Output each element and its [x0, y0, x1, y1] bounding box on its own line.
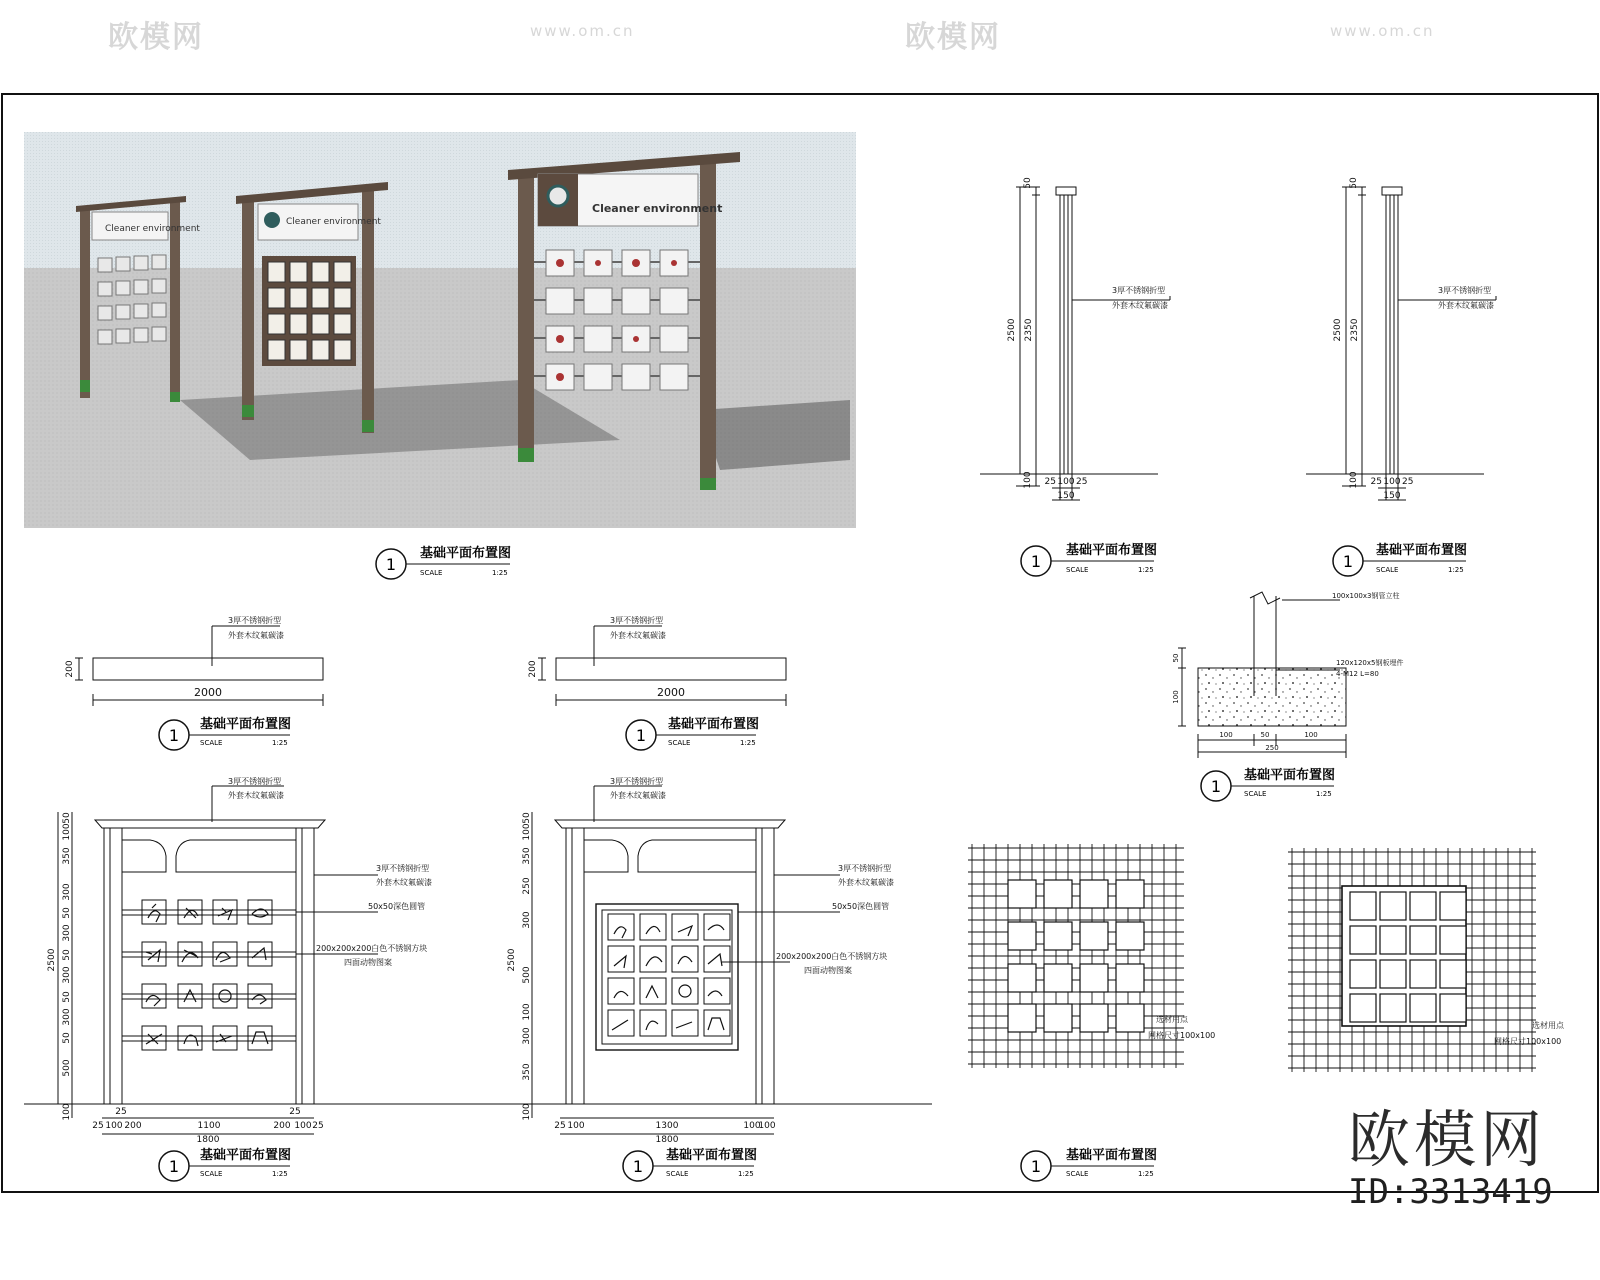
svg-text:300: 300 [62, 1008, 72, 1026]
svg-text:SCALE: SCALE [1066, 566, 1089, 574]
svg-text:100: 100 [522, 823, 532, 841]
svg-text:3厚不锈钢折型: 3厚不锈钢折型 [228, 616, 282, 625]
svg-text:SCALE: SCALE [1376, 566, 1399, 574]
svg-text:基础平面布置图: 基础平面布置图 [200, 1148, 292, 1163]
svg-text:2500: 2500 [1007, 318, 1017, 342]
svg-text:50: 50 [1172, 653, 1180, 663]
svg-text:250: 250 [522, 877, 532, 895]
svg-text:300: 300 [522, 1027, 532, 1045]
render-sign-headline: Cleaner environment [286, 217, 381, 227]
grid-plan-right-cubes [1342, 886, 1466, 1026]
watermark-url: www.om.cn [530, 22, 635, 40]
svg-text:300: 300 [62, 883, 72, 901]
svg-text:25: 25 [1402, 477, 1414, 487]
title-block-post-a [1021, 542, 1157, 576]
brand-name: 欧模网 [1348, 1103, 1547, 1176]
title-block-grid-left [1021, 1147, 1157, 1181]
svg-text:外套木纹氟碳漆: 外套木纹氟碳漆 [376, 878, 432, 887]
svg-text:50: 50 [62, 1032, 72, 1044]
post-elevation-b-text [1333, 177, 1494, 501]
svg-text:1: 1 [635, 726, 647, 745]
beam-plan-right-text [528, 615, 685, 699]
svg-text:1:25: 1:25 [1138, 566, 1154, 574]
render-3d [24, 132, 856, 528]
svg-text:100: 100 [1219, 731, 1233, 739]
title-block-footing [1201, 767, 1335, 801]
svg-text:基础平面布置图: 基础平面布置图 [1066, 543, 1158, 558]
svg-text:3厚不锈钢折型: 3厚不锈钢折型 [838, 864, 892, 873]
svg-text:1:25: 1:25 [738, 1170, 754, 1178]
svg-text:1: 1 [1342, 552, 1354, 571]
svg-text:100: 100 [1023, 471, 1033, 489]
svg-text:25: 25 [115, 1107, 127, 1117]
svg-text:3厚不锈钢折型: 3厚不锈钢折型 [610, 616, 664, 625]
svg-text:基础平面布置图: 基础平面布置图 [668, 717, 760, 732]
svg-text:200x200x200白色不锈钢方块: 200x200x200白色不锈钢方块 [776, 952, 888, 961]
svg-text:1: 1 [168, 1157, 180, 1176]
svg-text:基础平面布置图: 基础平面布置图 [1066, 1148, 1158, 1163]
scale-value: 1:25 [492, 569, 508, 577]
svg-text:选材用点: 选材用点 [1532, 1021, 1564, 1030]
svg-text:100: 100 [1172, 690, 1180, 704]
svg-text:100: 100 [105, 1121, 123, 1131]
svg-text:100: 100 [522, 1003, 532, 1021]
svg-text:2500: 2500 [507, 948, 517, 972]
svg-text:300: 300 [522, 911, 532, 929]
svg-text:1:25: 1:25 [1316, 790, 1332, 798]
svg-text:50x50深色圆管: 50x50深色圆管 [368, 902, 426, 911]
svg-text:1: 1 [632, 1157, 644, 1176]
brand-stamp [1348, 1103, 1578, 1212]
svg-text:100: 100 [1349, 471, 1359, 489]
svg-text:1:25: 1:25 [1448, 566, 1464, 574]
svg-text:1: 1 [1030, 1157, 1042, 1176]
title-block-beam-left [159, 716, 291, 750]
svg-text:SCALE: SCALE [668, 739, 691, 747]
svg-text:50: 50 [62, 812, 72, 824]
svg-text:150: 150 [1057, 491, 1075, 501]
svg-text:100: 100 [1383, 477, 1401, 487]
svg-text:100: 100 [567, 1121, 585, 1131]
svg-text:200: 200 [124, 1121, 142, 1131]
svg-text:2500: 2500 [1333, 318, 1343, 342]
watermark-logo: 欧模网 [108, 20, 204, 55]
svg-text:25: 25 [1044, 477, 1056, 487]
svg-text:1:25: 1:25 [740, 739, 756, 747]
svg-text:2000: 2000 [194, 686, 222, 699]
svg-text:300: 300 [62, 924, 72, 942]
svg-text:SCALE: SCALE [200, 1170, 223, 1178]
svg-text:3厚不锈钢折型: 3厚不锈钢折型 [228, 777, 282, 786]
drawing-title: 基础平面布置图 [420, 546, 512, 561]
svg-text:50: 50 [62, 907, 72, 919]
svg-text:200: 200 [528, 660, 538, 678]
svg-text:100: 100 [294, 1121, 312, 1131]
svg-text:25: 25 [554, 1121, 566, 1131]
scale-label: SCALE [420, 569, 443, 577]
svg-text:基础平面布置图: 基础平面布置图 [200, 717, 292, 732]
watermark-url: www.om.cn [1330, 22, 1435, 40]
svg-text:外套木纹氟碳漆: 外套木纹氟碳漆 [1112, 301, 1168, 310]
svg-text:150: 150 [1383, 491, 1401, 501]
svg-text:350: 350 [522, 1063, 532, 1081]
title-block-render [376, 545, 511, 579]
svg-text:350: 350 [522, 847, 532, 865]
post-elevation-a [980, 187, 1170, 500]
svg-text:四面动物图案: 四面动物图案 [344, 958, 392, 967]
brand-id: ID:3313419 [1348, 1172, 1553, 1212]
svg-text:50x50深色圆管: 50x50深色圆管 [832, 902, 890, 911]
svg-text:120x120x5钢板埋件: 120x120x5钢板埋件 [1336, 659, 1404, 667]
svg-text:100: 100 [758, 1121, 776, 1131]
svg-text:2000: 2000 [657, 686, 685, 699]
svg-text:50: 50 [1349, 177, 1359, 189]
svg-text:100: 100 [1057, 477, 1075, 487]
svg-text:基础平面布置图: 基础平面布置图 [1244, 768, 1336, 783]
svg-text:外套木纹氟碳漆: 外套木纹氟碳漆 [228, 791, 284, 800]
svg-text:50: 50 [522, 812, 532, 824]
svg-text:2350: 2350 [1024, 318, 1034, 342]
watermark-logo: 欧模网 [905, 20, 1001, 55]
svg-text:500: 500 [62, 1059, 72, 1077]
svg-text:50: 50 [62, 949, 72, 961]
frame-elevation-left-text [47, 776, 432, 1145]
svg-text:外套木纹氟碳漆: 外套木纹氟碳漆 [838, 878, 894, 887]
svg-text:基础平面布置图: 基础平面布置图 [1376, 543, 1468, 558]
svg-text:SCALE: SCALE [1244, 790, 1267, 798]
svg-text:25: 25 [1370, 477, 1382, 487]
svg-text:外套木纹氟碳漆: 外套木纹氟碳漆 [1438, 301, 1494, 310]
svg-text:2500: 2500 [47, 948, 57, 972]
svg-text:1:25: 1:25 [1138, 1170, 1154, 1178]
svg-text:四面动物图案: 四面动物图案 [804, 966, 852, 975]
svg-text:SCALE: SCALE [666, 1170, 689, 1178]
render-sign-headline: Cleaner environment [592, 202, 723, 215]
svg-text:外套木纹氟碳漆: 外套木纹氟碳漆 [610, 631, 666, 640]
svg-text:350: 350 [62, 847, 72, 865]
svg-text:2350: 2350 [1350, 318, 1360, 342]
svg-text:1800: 1800 [196, 1135, 220, 1145]
svg-text:100: 100 [522, 1103, 532, 1121]
svg-text:200: 200 [273, 1121, 291, 1131]
svg-text:25: 25 [1076, 477, 1088, 487]
svg-text:50: 50 [62, 991, 72, 1003]
title-block-frame-right [623, 1147, 757, 1181]
svg-text:1:25: 1:25 [272, 1170, 288, 1178]
svg-text:3厚不锈钢折型: 3厚不锈钢折型 [376, 864, 430, 873]
svg-text:1: 1 [1030, 552, 1042, 571]
svg-text:1: 1 [1210, 777, 1222, 796]
render-sign-headline: Cleaner environment [105, 224, 200, 234]
grid-plan-left-text [1148, 1014, 1215, 1040]
detail-number: 1 [385, 555, 397, 574]
svg-text:250: 250 [1265, 744, 1279, 752]
beam-plan-left-text [65, 615, 284, 699]
title-block-post-b [1333, 542, 1467, 576]
svg-text:50: 50 [1023, 177, 1033, 189]
svg-text:200: 200 [65, 660, 75, 678]
svg-text:25: 25 [92, 1121, 104, 1131]
animal-glyphs [146, 904, 268, 1046]
svg-text:100: 100 [62, 823, 72, 841]
svg-text:基础平面布置图: 基础平面布置图 [666, 1148, 758, 1163]
post-elevation-b [1306, 187, 1496, 500]
svg-text:网格尺寸100x100: 网格尺寸100x100 [1494, 1037, 1562, 1046]
svg-text:外套木纹氟碳漆: 外套木纹氟碳漆 [610, 791, 666, 800]
svg-text:100: 100 [743, 1121, 761, 1131]
svg-text:3厚不锈钢折型: 3厚不锈钢折型 [1112, 286, 1166, 295]
svg-text:3厚不锈钢折型: 3厚不锈钢折型 [610, 777, 664, 786]
svg-text:25: 25 [312, 1121, 324, 1131]
title-block-frame-left [159, 1147, 291, 1181]
svg-text:选材用点: 选材用点 [1156, 1015, 1188, 1024]
svg-text:外套木纹氟碳漆: 外套木纹氟碳漆 [228, 631, 284, 640]
animal-cube-row [142, 900, 272, 1050]
svg-text:SCALE: SCALE [1066, 1170, 1089, 1178]
svg-text:4-M12 L=80: 4-M12 L=80 [1336, 670, 1379, 678]
svg-text:100: 100 [62, 1103, 72, 1121]
svg-text:100x100x3钢管立柱: 100x100x3钢管立柱 [1332, 592, 1400, 600]
svg-text:1800: 1800 [655, 1135, 679, 1145]
svg-text:50: 50 [1260, 731, 1270, 739]
svg-text:1300: 1300 [655, 1121, 679, 1131]
svg-text:1100: 1100 [197, 1121, 221, 1131]
svg-text:25: 25 [289, 1107, 301, 1117]
frame-elevation-right-text [507, 776, 894, 1145]
grid-plan-right-text [1494, 1020, 1565, 1046]
svg-text:100: 100 [1304, 731, 1318, 739]
svg-text:500: 500 [522, 966, 532, 984]
post-elevation-a-text [1007, 177, 1168, 501]
svg-text:300: 300 [62, 966, 72, 984]
svg-text:网格尺寸100x100: 网格尺寸100x100 [1148, 1031, 1216, 1040]
svg-text:3厚不锈钢折型: 3厚不锈钢折型 [1438, 286, 1492, 295]
svg-text:1: 1 [168, 726, 180, 745]
svg-text:200x200x200白色不锈钢方块: 200x200x200白色不锈钢方块 [316, 944, 428, 953]
svg-text:1:25: 1:25 [272, 739, 288, 747]
svg-text:SCALE: SCALE [200, 739, 223, 747]
title-block-beam-right [626, 716, 759, 750]
